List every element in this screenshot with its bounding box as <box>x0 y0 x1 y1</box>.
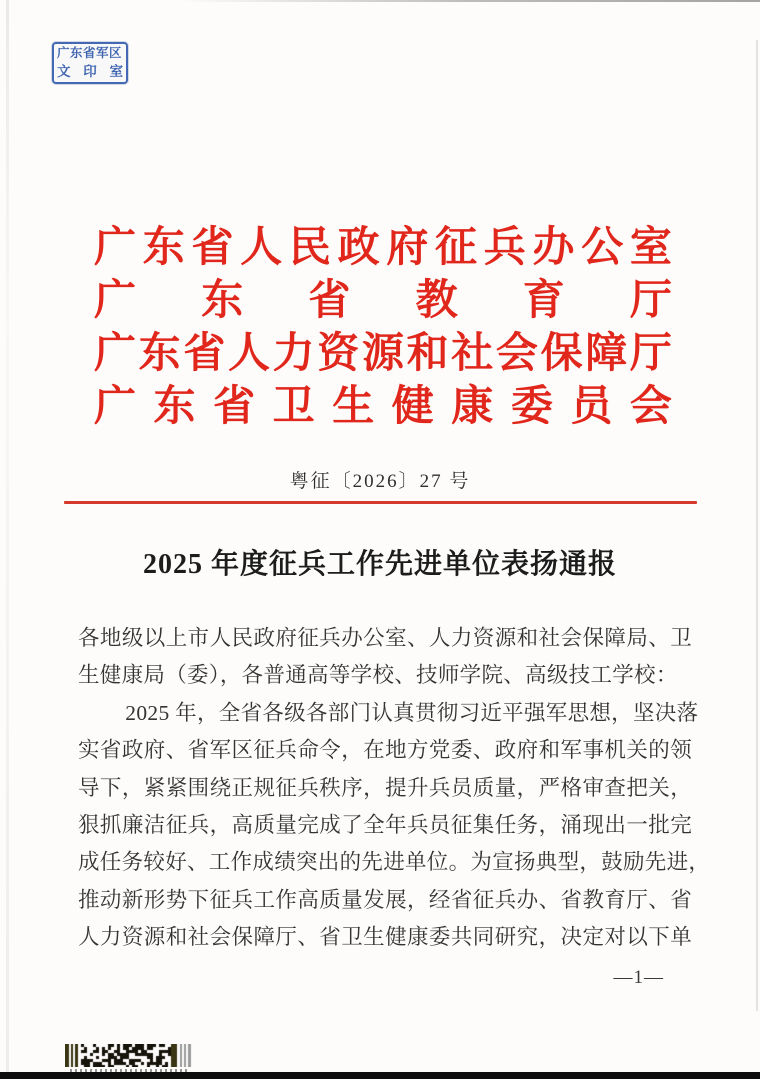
agency-line-4 <box>94 381 672 434</box>
char: 人 <box>240 225 283 271</box>
scan-edge-right <box>756 40 758 1011</box>
char: 源 <box>361 331 404 377</box>
body-line: 导下，紧紧围绕正规征兵秩序，提升兵员质量，严格审查把关， <box>78 775 692 800</box>
char: 厅 <box>629 278 672 324</box>
agency-line-2 <box>94 275 672 328</box>
char: 广 <box>94 384 137 430</box>
print-room-stamp <box>52 42 128 84</box>
char: 力 <box>272 331 315 377</box>
body-line: 人力资源和社会保障厅、省卫生健康委共同研究，决定对以下单 <box>78 925 692 950</box>
char: 卫 <box>272 384 315 430</box>
char: 广 <box>94 225 137 271</box>
char: 公 <box>581 225 624 271</box>
stamp-line-1: 广东省军区 <box>57 46 123 60</box>
char: 室 <box>109 64 123 79</box>
char: 征 <box>435 225 478 271</box>
char: 府 <box>386 225 429 271</box>
body-line: 推动新形势下征兵工作高质量发展，经省征兵办、省教育厅、省 <box>78 887 692 912</box>
char: 文 <box>57 64 71 79</box>
body-line: 各地级以上市人民政府征兵办公室、人力资源和社会保障局、卫 <box>78 626 692 650</box>
scan-bottom-edge <box>0 1072 760 1079</box>
document-number: 粤征〔2026〕27 号 <box>289 471 471 492</box>
char: 康 <box>451 384 494 430</box>
issuing-agencies-header <box>94 222 672 434</box>
char: 教 <box>415 278 458 324</box>
char: 省 <box>308 278 351 324</box>
char: 省 <box>183 331 226 377</box>
char: 兵 <box>483 225 526 271</box>
char: 东 <box>138 331 181 377</box>
scan-edge-left <box>6 0 9 1079</box>
char: 东 <box>142 225 185 271</box>
char: 印 <box>83 64 97 79</box>
char: 省 <box>213 384 256 430</box>
char: 厅 <box>629 331 672 377</box>
char: 政 <box>337 225 380 271</box>
char: 和 <box>406 331 449 377</box>
char: 健 <box>391 384 434 430</box>
char: 人 <box>227 331 270 377</box>
body-line: 狠抓廉洁征兵，高质量完成了全年兵员征集任务，涌现出一批完 <box>78 812 692 837</box>
char: 障 <box>585 331 628 377</box>
scan-edge-top <box>180 0 760 2</box>
page-number: —1— <box>613 967 664 988</box>
char: 育 <box>522 278 565 324</box>
char: 会 <box>629 384 672 430</box>
char: 保 <box>540 331 583 377</box>
agency-line-3 <box>94 328 672 381</box>
char: 室 <box>629 225 672 271</box>
stamp-line-2 <box>57 64 123 80</box>
body-line: 生健康局（委），各普通高等学校、技师学院、高级技工学校： <box>78 663 678 688</box>
char: 资 <box>317 331 360 377</box>
agency-line-1 <box>94 222 672 275</box>
barcode <box>65 1044 195 1073</box>
char: 广 <box>94 278 137 324</box>
barcode-image <box>65 1044 195 1067</box>
char: 社 <box>451 331 494 377</box>
char: 省 <box>191 225 234 271</box>
char: 委 <box>510 384 553 430</box>
body-line: 实省政府、省军区征兵命令，在地方党委、政府和军事机关的领 <box>78 738 692 763</box>
char: 民 <box>288 225 331 271</box>
char: 广 <box>94 331 137 377</box>
document-title: 2025 年度征兵工作先进单位表扬通报 <box>142 549 617 580</box>
red-separator-rule <box>64 501 697 504</box>
char: 会 <box>495 331 538 377</box>
body-line: 2025 年，全省各级各部门认真贯彻习近平强军思想，坚决落 <box>125 700 699 725</box>
char: 东 <box>153 384 196 430</box>
body-line: 成任务较好、工作成绩突出的先进单位。为宣扬典型，鼓励先进， <box>78 850 711 875</box>
char: 办 <box>532 225 575 271</box>
char: 员 <box>570 384 613 430</box>
char: 东 <box>201 278 244 324</box>
char: 生 <box>332 384 375 430</box>
document-body <box>78 620 711 957</box>
